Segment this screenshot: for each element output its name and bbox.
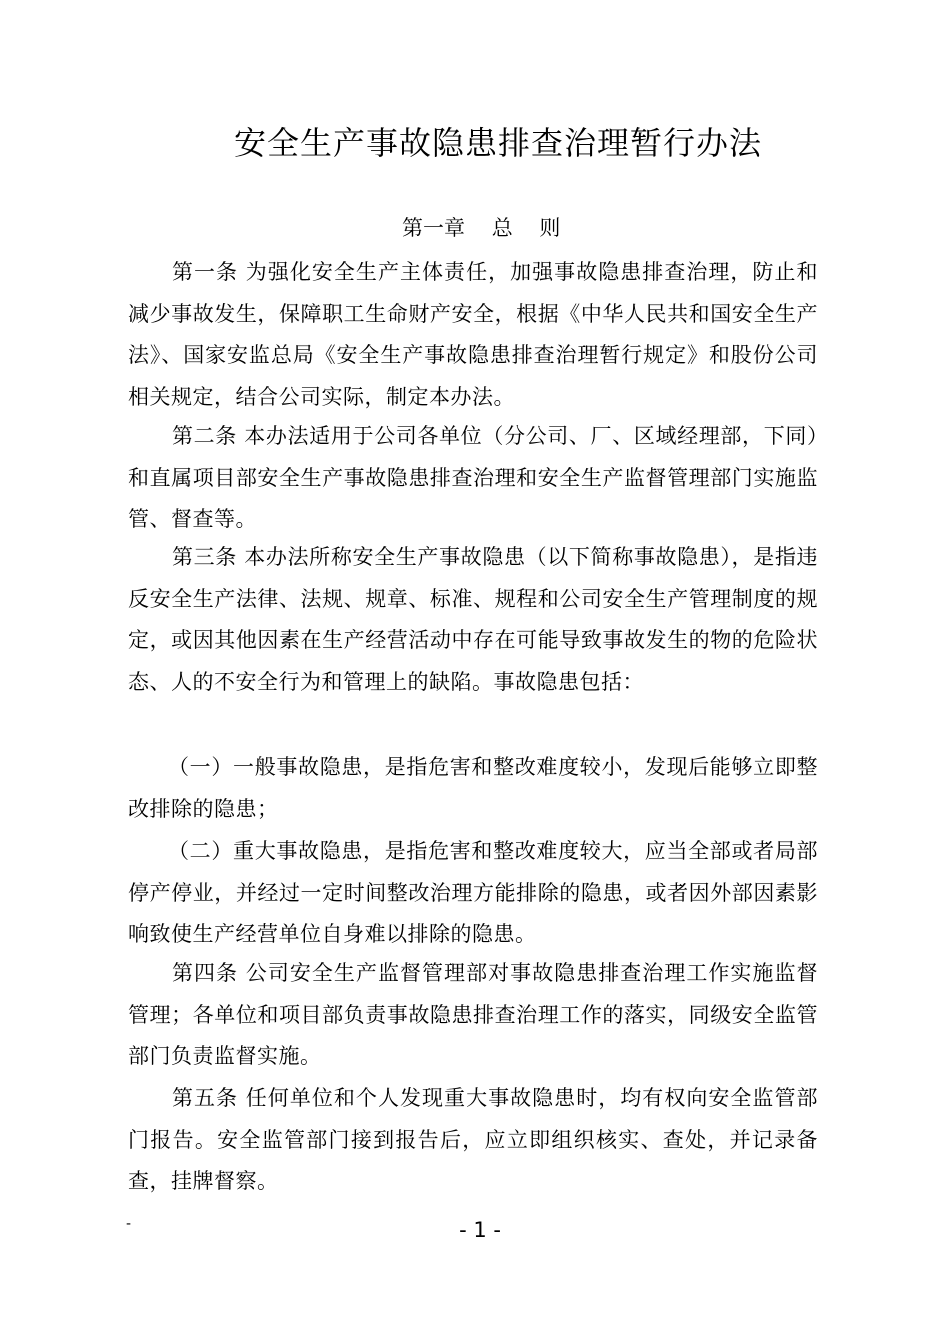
article-2-paragraph: 第二条 本办法适用于公司各单位（分公司、厂、区域经理部，下同）和直属项目部安全生产事故隐患排查治理和安全生产监督管理部门实施监管、督查等。	[128, 424, 818, 532]
footer-mark: -	[126, 1216, 132, 1232]
document-title: 安全生产事故隐患排查治理暂行办法	[233, 124, 762, 163]
chapter-heading: 第一章 总 则	[402, 216, 561, 240]
article-4-paragraph: 第四条 公司安全生产监督管理部对事故隐患排查治理工作实施监督管理；各单位和项目部负责事故隐患排查治理工作的落实，同级安全监管部门负责监督实施。	[128, 961, 818, 1069]
item-general-hazard-paragraph: （一）一般事故隐患，是指危害和整改难度较小，发现后能够立即整改排除的隐患；	[128, 755, 818, 821]
article-5-paragraph: 第五条 任何单位和个人发现重大事故隐患时，均有权向安全监管部门报告。安全监管部门接到报告后，应立即组织核实、查处，并记录备查，挂牌督察。	[128, 1086, 818, 1194]
item-major-hazard-paragraph: （二）重大事故隐患，是指危害和整改难度较大，应当全部或者局部停产停业，并经过一定时间整改治理方能排除的隐患，或者因外部因素影响致使生产经营单位自身难以排除的隐患。	[128, 839, 818, 947]
page-number: - 1 -	[459, 1218, 501, 1242]
article-1-paragraph: 第一条 为强化安全生产主体责任，加强事故隐患排查治理，防止和减少事故发生，保障职工生命财产安全，根据《中华人民共和国安全生产法》、国家安监总局《安全生产事故隐患排查治理暂行规定》和股份公司相关规定，结合公司实际，制定本办法。	[128, 260, 818, 409]
article-3-paragraph: 第三条 本办法所称安全生产事故隐患（以下简称事故隐患），是指违反安全生产法律、法规、规章、标准、规程和公司安全生产管理制度的规定，或因其他因素在生产经营活动中存在可能导致事故发生的物的危险状态、人的不安全行为和管理上的缺陷。事故隐患包括：	[128, 545, 818, 694]
